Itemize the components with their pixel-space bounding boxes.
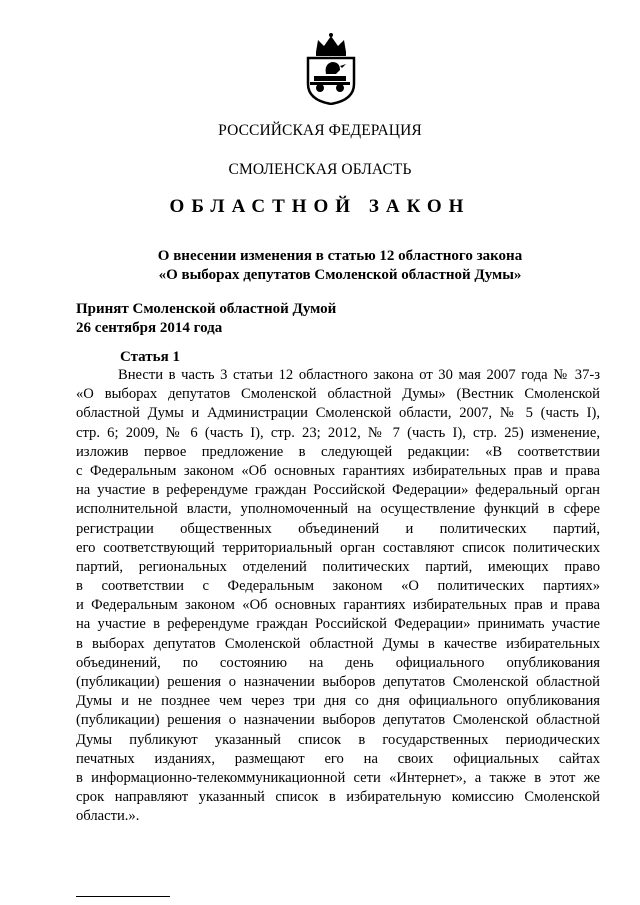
article-line: с Федеральным законом «Об основных гарантиях избирательных прав и права: [76, 462, 600, 479]
article-line: в выборах депутатов Смоленской областной Думы в качестве избирательных: [76, 635, 600, 652]
footer-divider: [76, 896, 170, 897]
article-line: регистрации общественных объединений и политических партий,: [76, 520, 600, 537]
article-line: «О выборах депутатов Смоленской областной Думы» (Вестник Смоленской: [76, 386, 600, 403]
article-line: Думы публикуют указанный список в государственных периодических: [76, 731, 600, 748]
article-line: объединений, по состоянию на день официального опубликования: [76, 654, 600, 671]
article-line: исполнительной власти, уполномоченный на осуществление функций в сфере: [76, 501, 600, 518]
article-line: партий, региональных отделений политических партий, имеющих право: [76, 558, 600, 575]
article-line: Внести в часть 3 статьи 12 областного закона от 30 мая 2007 года № 37-з: [118, 367, 600, 383]
smolensk-coat-of-arms-icon: [296, 30, 366, 105]
article-line: срок направляют указанный список в избирательную комиссию Смоленской: [76, 789, 600, 806]
article-line: в информационно-телекоммуникационной сети «Интернет», а также в этот же: [76, 769, 600, 786]
article-title: Статья 1: [120, 349, 180, 365]
article-line: изложив первое предложение в следующей редакции: «В соответствии: [76, 443, 600, 460]
federation-heading: РОССИЙСКАЯ ФЕДЕРАЦИЯ: [218, 122, 422, 139]
article-line: на участие в референдуме граждан Российской Федерации» федеральный орган: [76, 482, 600, 499]
article-line: области.».: [76, 808, 140, 825]
adoption-body: Принят Смоленской областной Думой: [76, 301, 337, 317]
article-line: его соответствующий территориальный орган составляют список политических: [76, 539, 600, 556]
article-line: и Федеральным законом «Об основных гарантиях избирательных прав и права: [76, 597, 600, 614]
article-line: Думы и не позднее чем через три дня со дня официального опубликования: [76, 693, 600, 710]
region-heading: СМОЛЕНСКАЯ ОБЛАСТЬ: [228, 161, 412, 178]
article-body: [76, 366, 600, 827]
document-type-title: ОБЛАСТНОЙ ЗАКОН: [169, 196, 471, 217]
article-line: (публикации) решения о назначении выборов депутатов Смоленской областной: [76, 674, 600, 690]
article-line: на участие в референдуме граждан Российской Федерации» принимать участие: [76, 616, 600, 633]
article-line: областной Думы и Администрации Смоленской области, 2007, № 5 (часть I),: [76, 405, 600, 422]
adoption-block: [76, 300, 336, 338]
article-line: печатных изданиях, размещают его на своих официальных сайтах: [76, 750, 600, 767]
law-subject-line: «О выборах депутатов Смоленской областной Думы»: [158, 267, 522, 283]
adoption-date: 26 сентября 2014 года: [76, 320, 223, 336]
article-line: (публикации) решения о назначении выборов депутатов Смоленской областной: [76, 712, 600, 729]
article-line: стр. 6; 2009, № 6 (часть I), стр. 23; 2012, № 7 (часть I), стр. 25) изменение,: [76, 424, 600, 441]
article-line: в соответствии с Федеральным законом «О политических партиях»: [76, 578, 600, 595]
law-subject: [90, 247, 590, 285]
law-subject-line: О внесении изменения в статью 12 областного закона: [157, 248, 523, 264]
